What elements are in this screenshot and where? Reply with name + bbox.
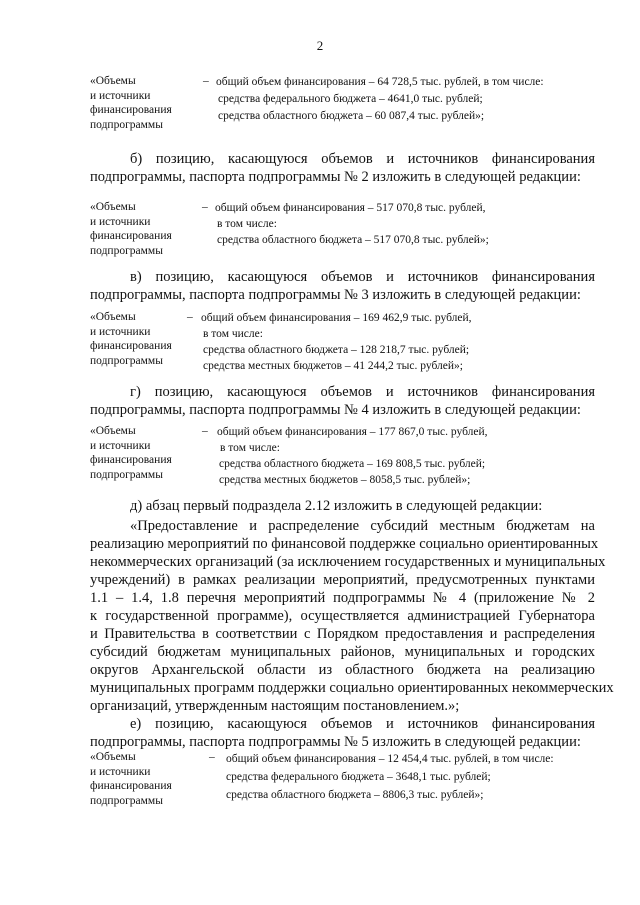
paragraph-line: 1.1 – 1.4, 1.8 перечня мероприятий подпрограммы № 4 (приложение № 2 <box>90 590 595 606</box>
value-line: средства областного бюджета – 517 070,8 тыс. рублей»; <box>217 234 489 246</box>
financing-label <box>90 74 200 132</box>
label-line: финансирования <box>90 230 172 242</box>
value-line: средства федерального бюджета – 3648,1 тыс. рублей; <box>226 771 491 783</box>
financing-label <box>90 200 200 258</box>
dash: – <box>203 75 209 87</box>
value-line: средства областного бюджета – 60 087,4 тыс. рублей»; <box>218 110 485 122</box>
page-number: 2 <box>316 38 324 53</box>
paragraph-line: подпрограммы, паспорта подпрограммы № 4 изложить в следующей редакции: <box>90 402 581 418</box>
financing-label <box>90 424 200 482</box>
paragraph-line: г) позицию, касающуюся объемов и источников финансирования <box>130 384 595 400</box>
paragraph-line: подпрограммы, паспорта подпрограммы № 5 изложить в следующей редакции: <box>90 734 581 750</box>
paragraph-e <box>90 715 595 751</box>
label-line: «Объемы <box>90 311 136 323</box>
label-line: подпрограммы <box>90 794 163 807</box>
paragraph-line: организаций, утвержденным настоящим постановлением.»; <box>90 698 460 714</box>
value-line: общий объем финансирования – 169 462,9 тыс. рублей, <box>201 312 472 324</box>
paragraph-line: реализацию мероприятий по финансовой поддержке социально ориентированных <box>90 536 599 552</box>
dash: – <box>202 201 208 213</box>
dash: – <box>187 311 193 323</box>
value-line: средства областного бюджета – 8806,3 тыс. рублей»; <box>226 789 484 801</box>
financing-values <box>215 200 489 248</box>
paragraph-line: б) позицию, касающуюся объемов и источников финансирования <box>130 151 595 167</box>
paragraph-b <box>90 150 595 186</box>
paragraph-line: е) позицию, касающуюся объемов и источников финансирования <box>130 716 595 732</box>
label-line: подпрограммы <box>90 118 163 131</box>
label-line: и источники <box>90 325 151 338</box>
value-line: средства федерального бюджета – 4641,0 тыс. рублей; <box>218 93 483 105</box>
paragraph-line: субсидий бюджетам муниципальных районов, муниципальных и городских <box>90 644 595 660</box>
paragraph-v <box>90 268 595 304</box>
label-line: подпрограммы <box>90 354 163 367</box>
value-line: средства местных бюджетов – 8058,5 тыс. рублей»; <box>219 474 471 486</box>
value-line: в том числе: <box>203 328 263 340</box>
value-line: общий объем финансирования – 517 070,8 тыс. рублей, <box>215 202 486 214</box>
paragraph-line: в) позицию, касающуюся объемов и источников финансирования <box>130 269 595 285</box>
label-line: финансирования <box>90 340 172 352</box>
financing-values <box>217 424 488 488</box>
label-line: и источники <box>90 765 151 778</box>
label-line: финансирования <box>90 454 172 466</box>
value-line: средства областного бюджета – 169 808,5 тыс. рублей; <box>219 458 486 470</box>
label-line: и источники <box>90 215 151 228</box>
label-line: «Объемы <box>90 751 136 763</box>
financing-values <box>201 310 472 374</box>
label-line: и источники <box>90 89 151 102</box>
paragraph-line: «Предоставление и распределение субсидий местным бюджетам на <box>130 518 595 534</box>
paragraph-line: некоммерческих организаций (за исключением государственных и муниципальных <box>90 554 606 570</box>
paragraph-line: к государственной программе), осуществляется администрацией Губернатора <box>90 608 595 624</box>
value-line: средства местных бюджетов – 41 244,2 тыс. рублей»; <box>203 360 463 372</box>
label-line: подпрограммы <box>90 244 163 257</box>
paragraph-g <box>90 383 595 419</box>
paragraph-line: муниципальных программ поддержки социально ориентированных некоммерческих <box>90 680 614 696</box>
quoted-paragraph <box>90 517 614 715</box>
dash: – <box>209 751 215 763</box>
label-line: финансирования <box>90 780 172 792</box>
paragraph-line: подпрограммы, паспорта подпрограммы № 3 изложить в следующей редакции: <box>90 287 581 303</box>
value-line: в том числе: <box>220 442 280 454</box>
label-line: финансирования <box>90 104 172 116</box>
paragraph-line: д) абзац первый подраздела 2.12 изложить в следующей редакции: <box>130 498 543 514</box>
label-line: подпрограммы <box>90 468 163 481</box>
value-line: общий объем финансирования – 12 454,4 тыс. рублей, в том числе: <box>226 753 554 765</box>
value-line: общий объем финансирования – 64 728,5 тыс. рублей, в том числе: <box>216 76 544 88</box>
value-line: общий объем финансирования – 177 867,0 тыс. рублей, <box>217 426 488 438</box>
paragraph-line: учреждений) в рамках реализации мероприятий, предусмотренных пунктами <box>90 572 595 588</box>
paragraph-d <box>90 497 595 515</box>
label-line: и источники <box>90 439 151 452</box>
label-line: «Объемы <box>90 201 136 213</box>
financing-label <box>90 310 200 368</box>
paragraph-line: округов Архангельской области из областного бюджета на реализацию <box>90 662 595 678</box>
label-line: «Объемы <box>90 425 136 437</box>
value-line: средства областного бюджета – 128 218,7 тыс. рублей; <box>203 344 470 356</box>
paragraph-line: и Правительства в соответствии с Порядком предоставления и распределения <box>90 626 595 642</box>
dash: – <box>202 425 208 437</box>
value-line: в том числе: <box>217 218 277 230</box>
paragraph-line: подпрограммы, паспорта подпрограммы № 2 изложить в следующей редакции: <box>90 169 581 185</box>
label-line: «Объемы <box>90 75 136 87</box>
financing-values <box>216 74 544 125</box>
financing-values <box>226 750 554 804</box>
financing-label <box>90 750 200 808</box>
